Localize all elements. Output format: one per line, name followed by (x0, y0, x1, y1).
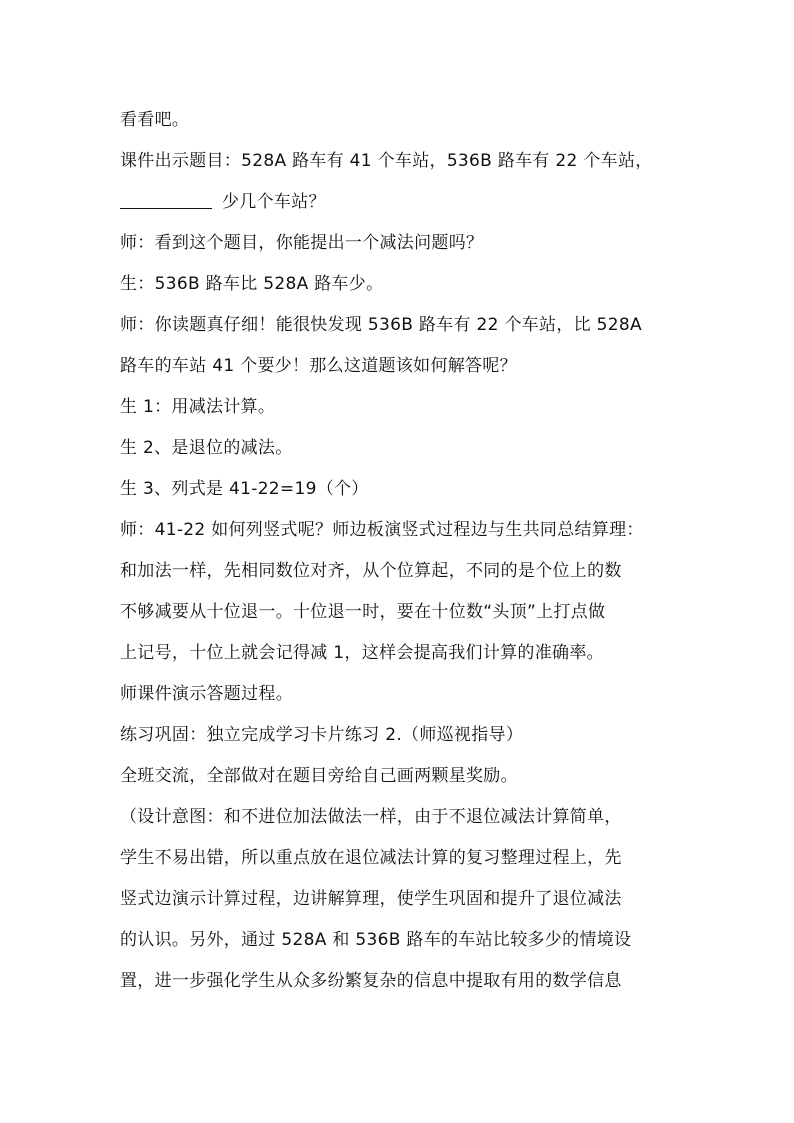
document-body (120, 100, 680, 1002)
text-line (120, 715, 680, 756)
text-line-content: 和加法一样，先相同数位对齐，从个位算起，不同的是个位上的数 (120, 561, 622, 581)
text-line-content: 生 3、列式是 41-22=19（个） (120, 479, 369, 499)
fill-in-blank (120, 188, 212, 209)
text-line-content: 生 1：用减法计算。 (120, 397, 276, 417)
text-line-content: 置，进一步强化学生从众多纷繁复杂的信息中提取有用的数学信息 (120, 971, 622, 991)
text-line-content: 路车的车站 41 个要少！那么这道题该如何解答呢？ (120, 356, 517, 376)
text-line (120, 223, 680, 264)
text-line (120, 305, 680, 346)
text-line-content: 上记号，十位上就会记得减 1，这样会提高我们计算的准确率。 (120, 643, 604, 663)
text-line (120, 510, 680, 551)
text-line-content: 课件出示题目：528A 路车有 41 个车站，536B 路车有 22 个车站， (120, 151, 653, 171)
text-line-content: 师：41-22 如何列竖式呢？师边板演竖式过程边与生共同总结算理： (120, 520, 644, 540)
text-line (120, 592, 680, 633)
text-line-content: 学生不易出错，所以重点放在退位减法计算的复习整理过程上，先 (120, 848, 622, 868)
text-line-content: 不够减要从十位退一。十位退一时，要在十位数“头顶”上打点做 (120, 602, 606, 622)
text-line (120, 674, 680, 715)
text-line-content: 全班交流，全部做对在题目旁给自己画两颗星奖励。 (120, 766, 518, 786)
text-line (120, 879, 680, 920)
text-line (120, 797, 680, 838)
text-line (120, 551, 680, 592)
text-line (120, 100, 680, 141)
text-line (120, 469, 680, 510)
text-line (120, 387, 680, 428)
text-line-content: 竖式边演示计算过程，边讲解算理，使学生巩固和提升了退位减法 (120, 889, 622, 909)
text-line-content: （设计意图：和不进位加法做法一样，由于不退位减法计算简单， (120, 807, 622, 827)
text-line-content: 的认识。另外，通过 528A 和 536B 路车的车站比较多少的情境设 (120, 930, 632, 950)
text-line-content: 师：看到这个题目，你能提出一个减法问题吗？ (120, 233, 484, 253)
text-line (120, 264, 680, 305)
text-line-content: 看看吧。 (120, 110, 190, 130)
text-line (120, 838, 680, 879)
text-line (120, 346, 680, 387)
text-line (120, 633, 680, 674)
text-line (120, 961, 680, 1002)
text-line-content: 师：你读题真仔细！能很快发现 536B 路车有 22 个车站，比 528A (120, 315, 642, 335)
text-line-content: 生：536B 路车比 528A 路车少。 (120, 274, 384, 294)
text-line-content: 练习巩固：独立完成学习卡片练习 2.（师巡视指导） (120, 725, 524, 745)
text-line-content: 少几个车站？ (222, 192, 326, 212)
text-line (120, 182, 680, 223)
text-line-content: 生 2、是退位的减法。 (120, 438, 293, 458)
text-line (120, 141, 680, 182)
text-line-content: 师课件演示答题过程。 (120, 684, 293, 704)
text-line (120, 428, 680, 469)
text-line (120, 756, 680, 797)
text-line (120, 920, 680, 961)
